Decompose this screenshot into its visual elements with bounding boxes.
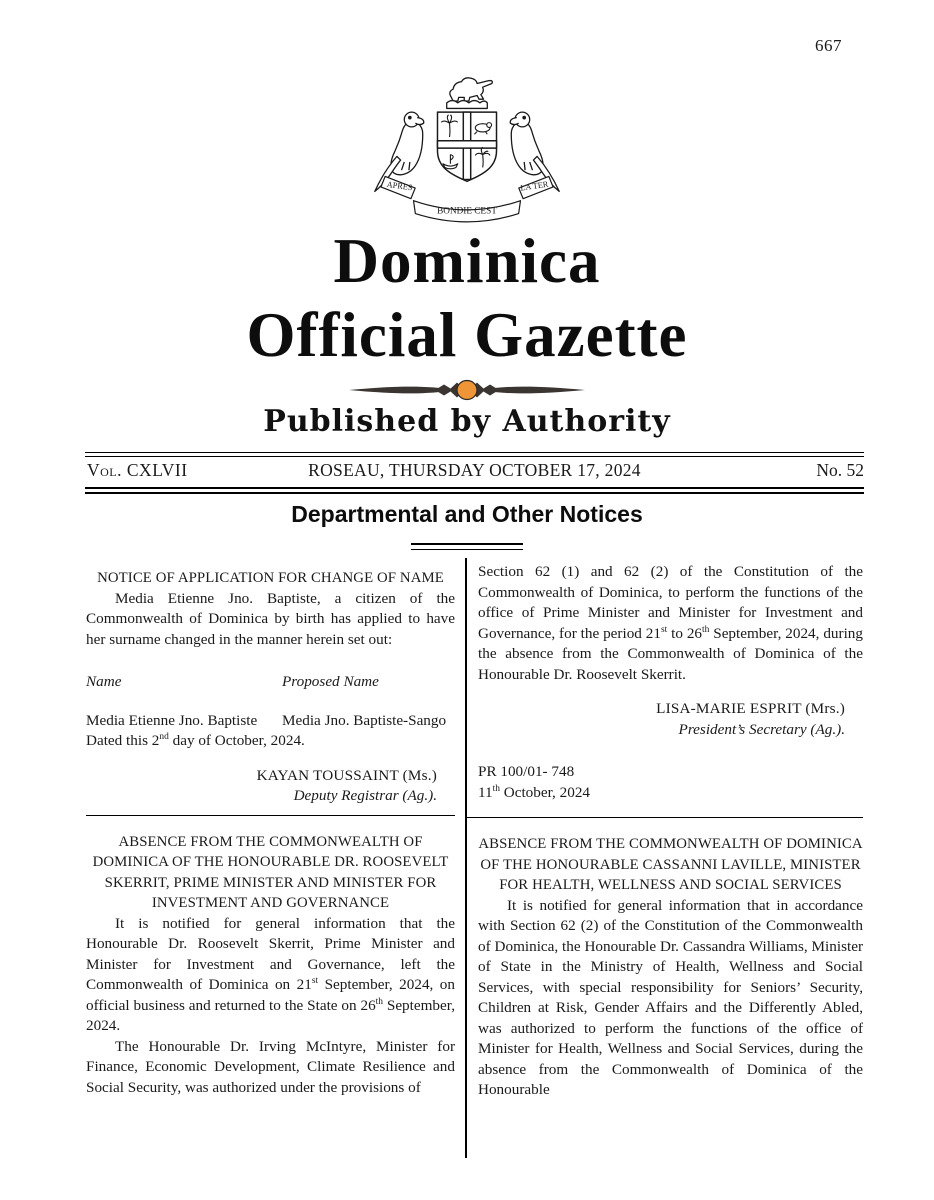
parrot-left-icon — [375, 112, 424, 191]
notice1-signature-block — [86, 766, 455, 807]
notice2-p1-text: It is notified for general information that the Honourable Dr. Roosevelt Skerrit, Prime Minister and Minister for Investment and Governance, left the Commonwealth of Dominica on 21 — [86, 914, 455, 993]
ordinal-st: st — [311, 975, 319, 986]
notice1-heading: NOTICE OF APPLICATION FOR CHANGE OF NAME — [97, 570, 444, 586]
parrot-right-icon — [510, 112, 559, 191]
dominica-crest-icon — [353, 66, 581, 232]
reference-block — [478, 762, 863, 803]
dated-ordinal: nd — [159, 731, 169, 742]
motto-left-text: APRES — [386, 179, 414, 193]
published-by-authority-tagline: Published by Authority — [263, 404, 671, 439]
reference-number: PR 100/01- 748 — [478, 763, 575, 780]
coat-of-arms-icon — [353, 66, 581, 232]
volume-label: Vol. CXLVII — [87, 460, 188, 480]
continuation-text2: to 26 — [667, 624, 703, 642]
issue-bar-top-rule — [85, 452, 864, 457]
right-column — [478, 562, 863, 1101]
masthead-title-line1: Dominica — [333, 226, 601, 296]
notice1-paragraph: Media Etienne Jno. Baptiste, a citizen of the Commonwealth of Dominica by birth has applied to have her surname changed in the manner herein set out: — [86, 589, 455, 648]
dated-text: Dated this 2 — [86, 732, 160, 749]
ordinal-st: st — [660, 624, 668, 635]
notice1-dated-line — [86, 731, 455, 752]
notice3-paragraph1: It is notified for general information that in accordance with Section 62 (2) of the Constitution of the Commonwealth of Dominica, the Honourable Dr. Cassandra Williams, Minister of State in the Ministry of Health, Wellness and Social Services, with special responsibility for Seniors’ Security, Children at Risk, Gender Affairs and the Differently Abled, was authorized to perform the functions of the office of Minister for Health, Wellness and Social Services, during the absence from the Commonwealth of Dominica of the Honourable — [478, 896, 863, 1098]
ref-date-suffix: October, 2024 — [499, 783, 591, 801]
name-change-values-row — [86, 711, 455, 732]
left-column — [86, 568, 455, 1098]
continuation-signature-block — [478, 699, 863, 740]
name-change-labels-row — [86, 672, 455, 693]
ordinal-th: th — [492, 783, 500, 794]
motto-center-text: BONDIE CEST — [437, 205, 497, 216]
notice2-p1-text3: September, 2024. — [86, 996, 456, 1034]
continuation-paragraph — [478, 562, 863, 685]
section-title: Departmental and Other Notices — [291, 501, 643, 527]
lion-crest-icon — [447, 78, 493, 109]
section-title-rule — [411, 543, 523, 550]
issue-bar — [85, 460, 864, 484]
signatory-name: LISA-MARIE ESPRIT (Mrs.) — [656, 700, 845, 717]
notice2-paragraph1 — [86, 914, 455, 1037]
issue-bar-bottom-rule — [85, 487, 864, 494]
left-column-separator-rule — [86, 815, 455, 816]
name-label: Name — [86, 673, 122, 690]
motto-right-text: LA TER — [519, 179, 549, 193]
notice2-p1-text2: September, 2024, on official business and returned to the State on 26 — [86, 976, 455, 1014]
ordinal-th: th — [702, 624, 710, 635]
notice2-heading: ABSENCE FROM THE COMMONWEALTH OF DOMINICA OF THE HONOURABLE DR. ROOSEVELT SKERRIT, PRIME MINISTER AND MINISTER FOR INVESTMENT AND GOVERNANCE — [92, 833, 449, 911]
masthead-title-line2: Official Gazette — [246, 300, 688, 370]
page-number: 667 — [815, 36, 842, 55]
masthead-divider-icon — [347, 378, 587, 402]
signatory-title: Deputy Registrar (Ag.). — [293, 787, 437, 804]
dated-suffix: day of October, 2024. — [168, 732, 305, 749]
current-name-value: Media Etienne Jno. Baptiste — [86, 711, 258, 729]
ordinal-th: th — [375, 996, 383, 1007]
proposed-name-value: Media Jno. Baptiste-Sango — [282, 711, 447, 729]
signatory-name: KAYAN TOUSSAINT (Ms.) — [256, 766, 437, 784]
continuation-text: Section 62 (1) and 62 (2) of the Constitution of the Commonwealth of Dominica, to perform the functions of the office of Prime Minister and Minister for Investment and Governance, for the period 21 — [478, 563, 863, 642]
proposed-name-label: Proposed Name — [282, 673, 379, 690]
signatory-title: President’s Secretary (Ag.). — [678, 720, 845, 738]
notice2-paragraph2: The Honourable Dr. Irving McIntyre, Minister for Finance, Economic Development, Climate Resilience and Social Security, was authorized under the provisions of — [86, 1037, 455, 1096]
shield-icon — [437, 112, 496, 181]
right-column-separator-rule — [465, 817, 863, 818]
column-divider-rule — [465, 558, 467, 1158]
notice3-heading: ABSENCE FROM THE COMMONWEALTH OF DOMINICA OF THE HONOURABLE CASSANNI LAVILLE, MINISTER FOR HEALTH, WELLNESS AND SOCIAL SERVICES — [478, 836, 863, 893]
ref-date-text: 11 — [478, 783, 493, 801]
issue-number: No. 52 — [816, 460, 864, 480]
continuation-text3: September, 2024, during the absence from the Commonwealth of Dominica of the Honourable Dr. Roosevelt Skerrit. — [478, 624, 863, 683]
issue-date: ROSEAU, THURSDAY OCTOBER 17, 2024 — [308, 460, 641, 480]
reference-date — [478, 783, 863, 804]
